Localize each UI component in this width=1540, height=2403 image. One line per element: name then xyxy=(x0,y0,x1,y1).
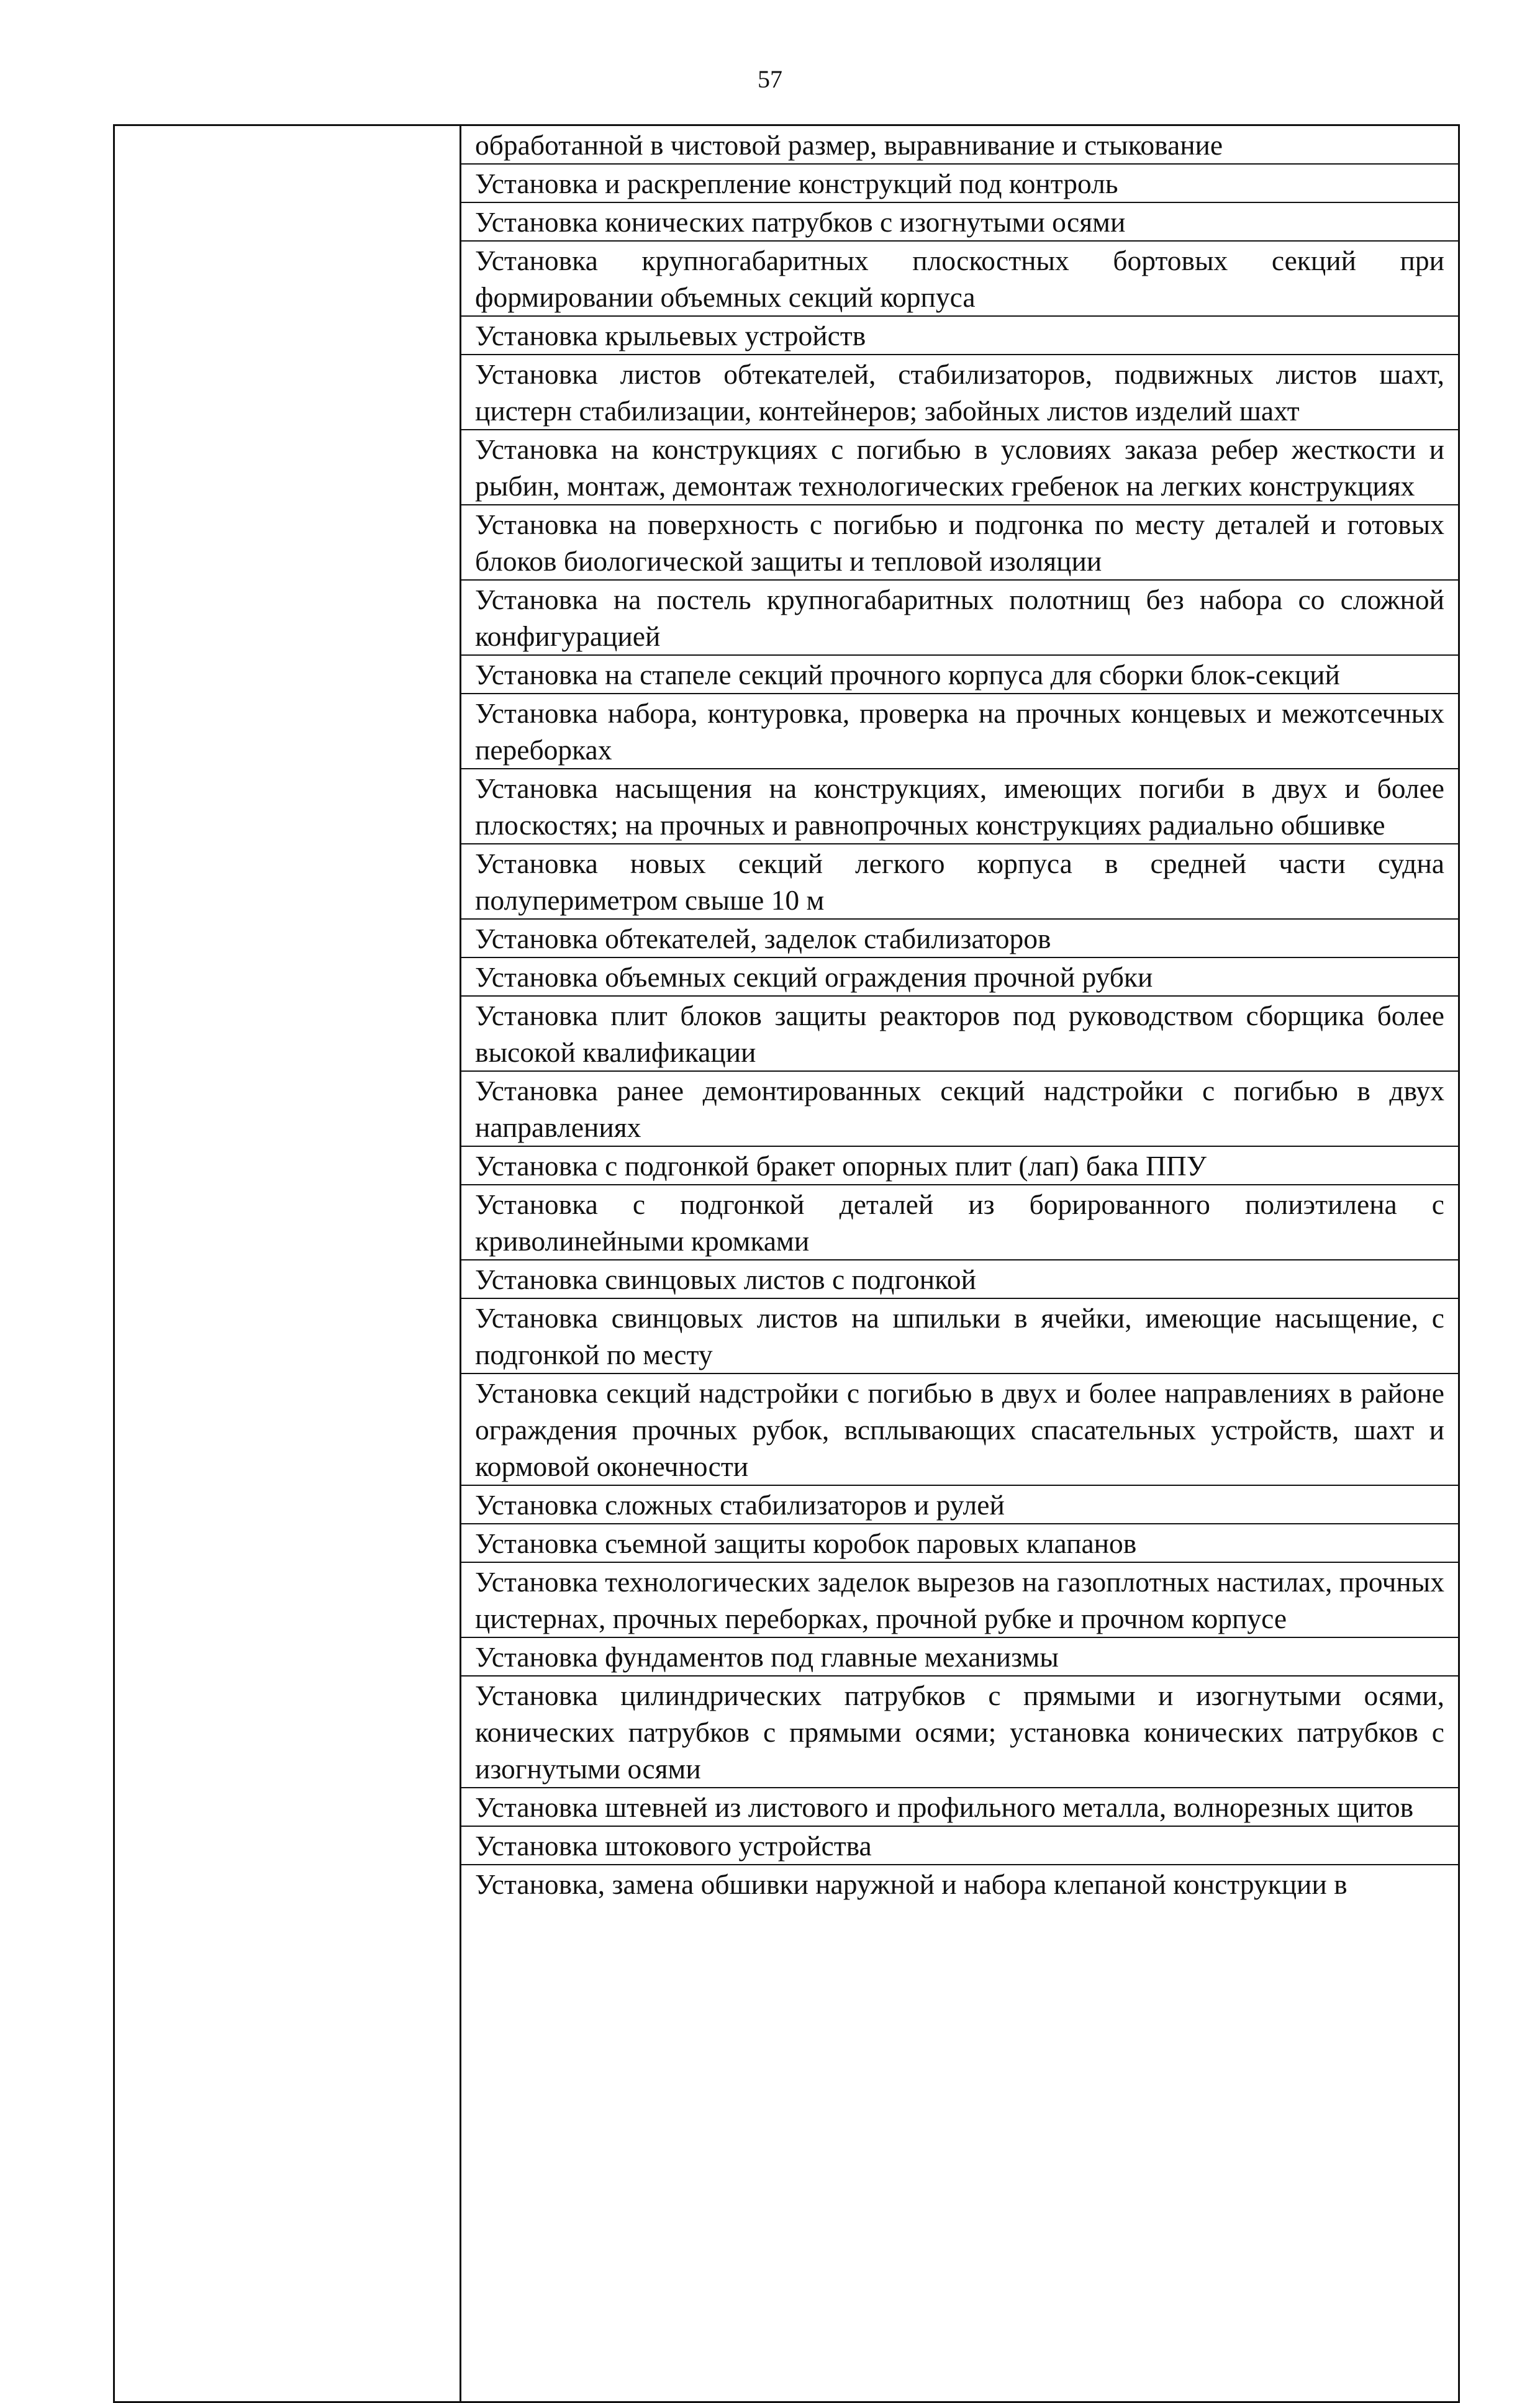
work-entry: Установка свинцовых листов с подгонкой xyxy=(461,1260,1458,1299)
work-entry: Установка крыльевых устройств xyxy=(461,317,1458,355)
work-entry: Установка насыщения на конструкциях, имеющих погиби в двух и более плоскостях; на прочных и равнопрочных конструкциях радиально обшивке xyxy=(461,769,1458,844)
work-entry: Установка листов обтекателей, стабилизаторов, подвижных листов шахт, цистерн стабилизации, контейнеров; забойных листов изделий шахт xyxy=(461,355,1458,430)
work-entry: Установка сложных стабилизаторов и рулей xyxy=(461,1486,1458,1524)
work-entry: Установка, замена обшивки наружной и набора клепаной конструкции в xyxy=(475,1868,1348,1900)
work-entry: Установка штокового устройства xyxy=(461,1827,1458,1865)
right-column-cell xyxy=(461,125,1459,2402)
work-entry: Установка технологических заделок вырезов на газоплотных настилах, прочных цистернах, прочных переборках, прочной рубке и прочном корпусе xyxy=(461,1563,1458,1638)
work-entry: Установка крупногабаритных плоскостных бортовых секций при формировании объемных секций корпуса xyxy=(461,242,1458,317)
work-entry: Установка с подгонкой деталей из борированного полиэтилена с криволинейными кромками xyxy=(461,1185,1458,1260)
work-entry: Установка на поверхность с погибью и подгонка по месту деталей и готовых блоков биологической защиты и тепловой изоляции xyxy=(461,505,1458,581)
work-entry: Установка обтекателей, заделок стабилизаторов xyxy=(461,920,1458,958)
work-entry: Установка объемных секций ограждения прочной рубки xyxy=(461,958,1458,997)
work-entry: Установка ранее демонтированных секций надстройки с погибью в двух направлениях xyxy=(461,1072,1458,1147)
work-entry: Установка плит блоков защиты реакторов под руководством сборщика более высокой квалификации xyxy=(461,997,1458,1072)
work-entry: Установка с подгонкой бракет опорных плит (лап) бака ППУ xyxy=(461,1147,1458,1185)
work-entry: Установка на постель крупногабаритных полотнищ без набора со сложной конфигурацией xyxy=(461,581,1458,656)
work-entry: Установка съемной защиты коробок паровых клапанов xyxy=(461,1524,1458,1563)
work-list-table xyxy=(113,124,1460,2403)
work-entry: Установка фундаментов под главные механизмы xyxy=(461,1638,1458,1677)
work-entry: Установка свинцовых листов на шпильки в ячейки, имеющие насыщение, с подгонкой по месту xyxy=(461,1299,1458,1374)
page-number: 57 xyxy=(758,65,782,93)
work-entry: Установка на конструкциях с погибью в условиях заказа ребер жесткости и рыбин, монтаж, демонтаж технологических гребенок на легких конструкциях xyxy=(461,430,1458,505)
work-entry: Установка и раскрепление конструкций под контроль xyxy=(461,165,1458,203)
work-entry: Установка штевней из листового и профильного металла, волнорезных щитов xyxy=(461,1788,1458,1827)
work-entry: Установка цилиндрических патрубков с прямыми и изогнутыми осями, конических патрубков с прямыми осями; установка конических патрубков с изогнутыми осями xyxy=(461,1677,1458,1788)
work-entry: Установка секций надстройки с погибью в двух и более направлениях в районе ограждения прочных рубок, всплывающих спасательных устройств, шахт и кормовой оконечности xyxy=(461,1374,1458,1486)
work-entry: обработанной в чистовой размер, выравнивание и стыкование xyxy=(461,126,1458,165)
work-entry: Установка на стапеле секций прочного корпуса для сборки блок-секций xyxy=(461,656,1458,694)
table-row xyxy=(114,125,1459,2402)
work-entry: Установка конических патрубков с изогнутыми осями xyxy=(461,203,1458,242)
work-entry: Установка набора, контуровка, проверка на прочных концевых и межотсечных переборках xyxy=(461,694,1458,769)
work-entries-list xyxy=(461,126,1458,1903)
left-column-cell xyxy=(114,125,461,2402)
work-entry: Установка новых секций легкого корпуса в средней части судна полупериметром свыше 10 м xyxy=(461,844,1458,920)
